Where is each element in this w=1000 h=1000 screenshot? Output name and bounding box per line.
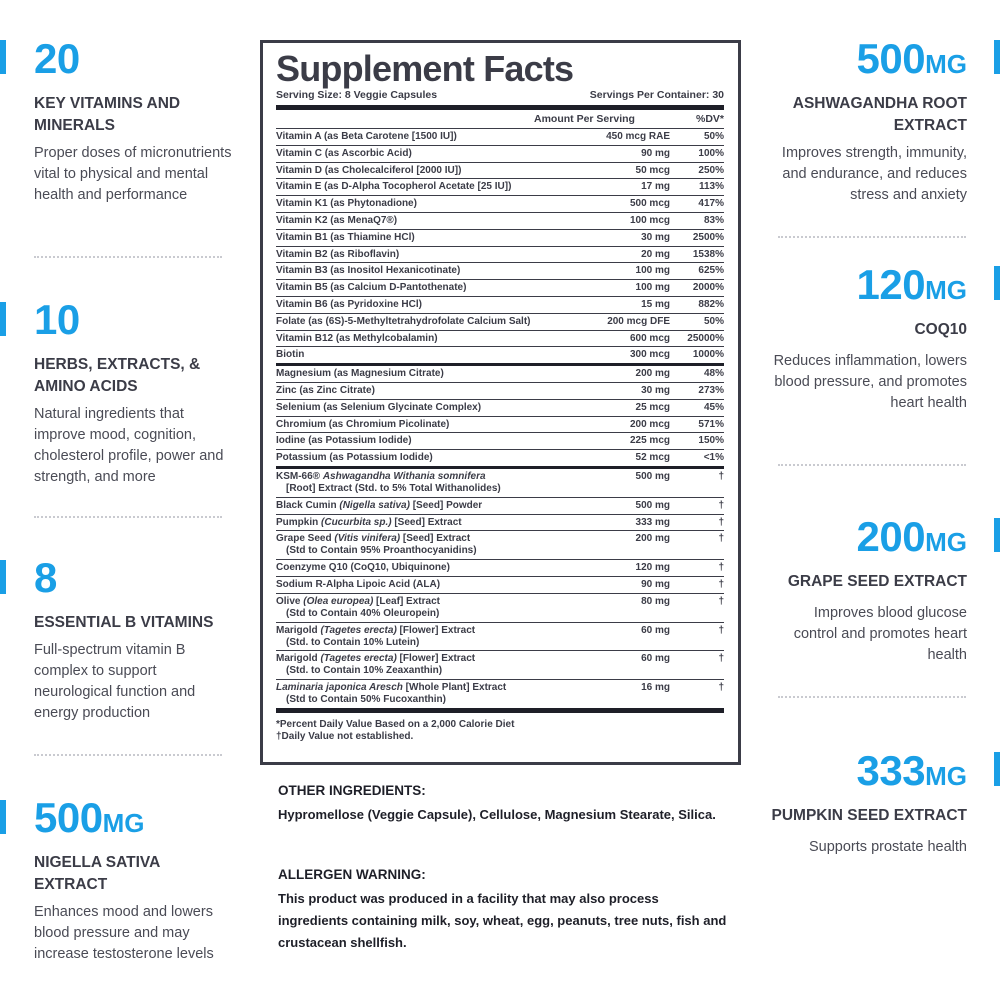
ingredient-amount: 15 mg <box>641 298 670 310</box>
facts-row <box>276 313 724 330</box>
ingredient-amount: 60 mg <box>641 653 670 665</box>
ingredient-dv: † <box>718 578 724 590</box>
feature-b-vitamins <box>34 554 234 724</box>
ingredient-dv: † <box>718 624 724 636</box>
ingredient-amount: 60 mg <box>641 624 670 636</box>
ingredient-dv: 417% <box>698 198 724 210</box>
facts-row <box>276 212 724 229</box>
ingredient-amount: 80 mg <box>641 595 670 607</box>
ingredient-name: Selenium (as Selenium Glycinate Complex) <box>276 401 482 413</box>
facts-row <box>276 432 724 449</box>
ingredient-name: Vitamin B1 (as Thiamine HCl) <box>276 231 415 243</box>
other-ingredients <box>278 780 728 826</box>
ingredient-dv: 625% <box>698 265 724 277</box>
facts-row <box>276 559 724 576</box>
ingredient-dv: 2000% <box>692 282 724 294</box>
ingredient-amount: 17 mg <box>641 181 670 193</box>
feature-herbs-extracts <box>34 296 234 488</box>
feature-pumpkin-seed <box>767 747 967 858</box>
facts-row <box>276 416 724 433</box>
feature-number: 8 <box>34 554 57 601</box>
ingredient-dv: <1% <box>703 452 724 464</box>
ingredient-dv: † <box>718 499 724 511</box>
divider <box>778 236 966 238</box>
ingredient-name: Marigold (Tagetes erecta) [Flower] Extract (Std. to Contain 10% Lutein) <box>276 624 476 648</box>
divider <box>34 754 222 756</box>
ingredient-amount: 100 mcg <box>629 214 670 226</box>
ingredient-amount: 50 mcg <box>635 164 670 176</box>
ingredient-amount: 16 mg <box>641 682 670 694</box>
ingredient-dv: 250% <box>698 164 724 176</box>
ingredient-dv: 571% <box>698 418 724 430</box>
ingredient-name: Zinc (as Zinc Citrate) <box>276 384 375 396</box>
serving-size: Serving Size: 8 Veggie Capsules <box>276 89 438 101</box>
feature-description: Improves strength, immunity, and endurance, and reduces stress and anxiety <box>781 145 967 203</box>
ingredient-dv: 48% <box>703 368 724 380</box>
facts-row <box>276 128 724 145</box>
ingredient-dv: 25000% <box>687 332 724 344</box>
facts-row <box>276 229 724 246</box>
ingredient-name: Vitamin B3 (as Inositol Hexanicotinate) <box>276 265 461 277</box>
facts-row <box>276 363 724 382</box>
feature-number: 333MG <box>856 747 967 794</box>
feature-description: Enhances mood and lowers blood pressure and may increase testosterone levels <box>34 904 214 962</box>
divider <box>34 256 222 258</box>
facts-footnotes <box>276 708 724 743</box>
footnote-not-established: †Daily Value not established. <box>276 730 414 742</box>
allergen-warning <box>278 864 728 954</box>
ingredient-name: Marigold (Tagetes erecta) [Flower] Extract (Std. to Contain 10% Zeaxanthin) <box>276 653 476 677</box>
ingredient-dv: 882% <box>698 298 724 310</box>
other-ingredients-text: Hypromellose (Veggie Capsule), Cellulose, Magnesium Stearate, Silica. <box>278 807 716 822</box>
facts-row <box>276 514 724 531</box>
ingredient-dv: † <box>718 653 724 665</box>
accent-bar <box>0 40 6 74</box>
facts-row <box>276 679 724 708</box>
accent-bar <box>994 266 1000 300</box>
ingredient-amount: 90 mg <box>641 147 670 159</box>
feature-number: 500MG <box>34 794 145 841</box>
ingredient-name: Vitamin E (as D-Alpha Tocopherol Acetate [25 IU]) <box>276 181 512 193</box>
ingredient-dv: 273% <box>698 384 724 396</box>
ingredient-dv: 100% <box>698 147 724 159</box>
ingredient-dv: † <box>718 533 724 545</box>
facts-title: Supplement Facts <box>276 48 574 89</box>
ingredient-name: Grape Seed (Vitis vinifera) [Seed] Extract (Std to Contain 95% Proanthocyanidins) <box>276 533 477 557</box>
allergen-heading: ALLERGEN WARNING: <box>278 867 426 882</box>
feature-heading: PUMPKIN SEED EXTRACT <box>771 807 967 824</box>
feature-vitamins-minerals <box>34 35 234 206</box>
servings-per-container: Servings Per Container: 30 <box>589 89 724 101</box>
ingredient-name: Black Cumin (Nigella sativa) [Seed] Powder <box>276 499 483 511</box>
ingredient-amount: 90 mg <box>641 578 670 590</box>
ingredient-name: Vitamin D (as Cholecalciferol [2000 IU]) <box>276 164 462 176</box>
ingredient-name: Chromium (as Chromium Picolinate) <box>276 418 450 430</box>
feature-ashwagandha <box>767 35 967 206</box>
facts-row <box>276 262 724 279</box>
facts-row <box>276 399 724 416</box>
ingredient-amount: 100 mg <box>635 282 670 294</box>
facts-row <box>276 346 724 363</box>
facts-row <box>276 178 724 195</box>
ingredient-amount: 200 mcg <box>629 418 670 430</box>
ingredient-amount: 500 mcg <box>629 198 670 210</box>
facts-row <box>276 195 724 212</box>
facts-row <box>276 279 724 296</box>
facts-row <box>276 449 724 466</box>
ingredient-dv: 45% <box>703 401 724 413</box>
facts-rows <box>276 128 724 708</box>
ingredient-dv: † <box>718 562 724 574</box>
ingredient-dv: † <box>718 595 724 607</box>
facts-row <box>276 466 724 497</box>
ingredient-amount: 225 mcg <box>629 435 670 447</box>
feature-number: 500MG <box>856 35 967 82</box>
ingredient-dv: 150% <box>698 435 724 447</box>
facts-column-headers <box>276 105 724 128</box>
accent-bar <box>994 40 1000 74</box>
feature-number: 200MG <box>856 513 967 560</box>
ingredient-name: Vitamin B6 (as Pyridoxine HCl) <box>276 298 422 310</box>
ingredient-amount: 200 mg <box>635 368 670 380</box>
other-ingredients-heading: OTHER INGREDIENTS: <box>278 783 426 798</box>
ingredient-name: Pumpkin (Cucurbita sp.) [Seed] Extract <box>276 516 462 528</box>
facts-row <box>276 530 724 559</box>
ingredient-dv: 50% <box>703 131 724 142</box>
accent-bar <box>0 800 6 834</box>
ingredient-name: Laminaria japonica Aresch [Whole Plant] Extract (Std to Contain 50% Fucoxanthin) <box>276 682 507 706</box>
feature-grape-seed <box>767 513 967 666</box>
ingredient-name: Coenzyme Q10 (CoQ10, Ubiquinone) <box>276 562 450 574</box>
divider <box>778 464 966 466</box>
ingredient-dv: 1000% <box>692 349 724 361</box>
divider <box>34 516 222 518</box>
ingredient-dv: † <box>718 516 724 528</box>
ingredient-amount: 500 mg <box>635 470 670 482</box>
ingredient-amount: 100 mg <box>635 265 670 277</box>
facts-row <box>276 576 724 593</box>
feature-description: Reduces inflammation, lowers blood pressure, and promotes heart health <box>773 353 967 411</box>
feature-nigella-sativa <box>34 794 234 965</box>
facts-row <box>276 593 724 622</box>
ingredient-name: Vitamin C (as Ascorbic Acid) <box>276 147 412 159</box>
ingredient-amount: 500 mg <box>635 499 670 511</box>
ingredient-amount: 30 mg <box>641 384 670 396</box>
feature-heading: ASHWAGANDHA ROOT EXTRACT <box>792 95 967 134</box>
facts-row <box>276 330 724 347</box>
ingredient-amount: 30 mg <box>641 231 670 243</box>
ingredient-name: Vitamin K1 (as Phytonadione) <box>276 198 417 210</box>
feature-description: Proper doses of micronutrients vital to physical and mental health and performance <box>34 145 232 203</box>
ingredient-amount: 52 mcg <box>635 452 670 464</box>
ingredient-name: Iodine (as Potassium Iodide) <box>276 435 412 447</box>
ingredient-amount: 450 mcg RAE <box>606 131 670 142</box>
ingredient-name: Vitamin A (as Beta Carotene [1500 IU]) <box>276 131 457 142</box>
allergen-text: This product was produced in a facility that may also process ingredients containing milk, soy, wheat, egg, peanuts, tree nuts, fish and crustacean shellfish. <box>278 891 727 950</box>
ingredient-amount: 120 mg <box>635 562 670 574</box>
feature-heading: COQ10 <box>914 321 967 338</box>
feature-heading: GRAPE SEED EXTRACT <box>787 573 967 590</box>
ingredient-name: Potassium (as Potassium Iodide) <box>276 452 433 464</box>
facts-row <box>276 246 724 263</box>
feature-heading: NIGELLA SATIVA EXTRACT <box>34 854 160 893</box>
ingredient-dv: 1538% <box>692 248 724 260</box>
ingredient-name: Vitamin B12 (as Methylcobalamin) <box>276 332 438 344</box>
feature-description: Natural ingredients that improve mood, cognition, cholesterol profile, power and strength, and more <box>34 406 224 485</box>
ingredient-dv: † <box>718 682 724 694</box>
dv-header: %DV* <box>695 113 724 125</box>
feature-description: Improves blood glucose control and promotes heart health <box>793 605 967 663</box>
accent-bar <box>994 518 1000 552</box>
feature-heading: HERBS, EXTRACTS, & AMINO ACIDS <box>34 356 201 395</box>
ingredient-dv: 113% <box>698 181 724 193</box>
facts-row <box>276 497 724 514</box>
feature-description: Supports prostate health <box>809 839 967 855</box>
feature-number: 120MG <box>856 261 967 308</box>
feature-heading: KEY VITAMINS AND MINERALS <box>34 95 181 134</box>
ingredient-dv: 83% <box>703 214 724 226</box>
ingredient-amount: 300 mcg <box>629 349 670 361</box>
supplement-facts-panel <box>260 40 741 765</box>
facts-row <box>276 650 724 679</box>
ingredient-name: Olive (Olea europea) [Leaf] Extract (Std to Contain 40% Oleuropein) <box>276 595 440 619</box>
feature-heading: ESSENTIAL B VITAMINS <box>34 614 214 631</box>
facts-row <box>276 145 724 162</box>
ingredient-amount: 200 mg <box>635 533 670 545</box>
ingredient-name: Sodium R-Alpha Lipoic Acid (ALA) <box>276 578 441 590</box>
feature-coq10 <box>767 261 967 414</box>
ingredient-amount: 200 mcg DFE <box>607 315 670 327</box>
facts-row <box>276 162 724 179</box>
ingredient-name: Vitamin K2 (as MenaQ7®) <box>276 214 398 226</box>
ingredient-dv: † <box>718 470 724 482</box>
ingredient-name: KSM-66® Ashwagandha Withania somnifera [Root] Extract (Std. to 5% Total Withanolides) <box>276 470 501 494</box>
serving-info <box>276 89 724 102</box>
facts-row <box>276 296 724 313</box>
accent-bar <box>0 302 6 336</box>
footnote-daily-value: *Percent Daily Value Based on a 2,000 Calorie Diet <box>276 718 515 730</box>
feature-description: Full-spectrum vitamin B complex to support neurological function and energy production <box>34 642 196 721</box>
ingredient-amount: 25 mcg <box>635 401 670 413</box>
ingredient-name: Vitamin B2 (as Riboflavin) <box>276 248 400 260</box>
ingredient-name: Vitamin B5 (as Calcium D-Pantothenate) <box>276 282 467 294</box>
ingredient-amount: 20 mg <box>641 248 670 260</box>
ingredient-name: Folate (as (6S)-5-Methyltetrahydrofolate Calcium Salt) <box>276 315 531 327</box>
feature-number: 10 <box>34 296 80 343</box>
ingredient-dv: 50% <box>703 315 724 327</box>
ingredient-name: Biotin <box>276 349 305 361</box>
feature-number: 20 <box>34 35 80 82</box>
accent-bar <box>0 560 6 594</box>
ingredient-amount: 333 mg <box>635 516 670 528</box>
divider <box>778 696 966 698</box>
facts-row <box>276 622 724 651</box>
ingredient-dv: 2500% <box>692 231 724 243</box>
ingredient-name: Magnesium (as Magnesium Citrate) <box>276 368 444 380</box>
facts-row <box>276 382 724 399</box>
accent-bar <box>994 752 1000 786</box>
amount-header: Amount Per Serving <box>534 113 635 125</box>
ingredient-amount: 600 mcg <box>629 332 670 344</box>
